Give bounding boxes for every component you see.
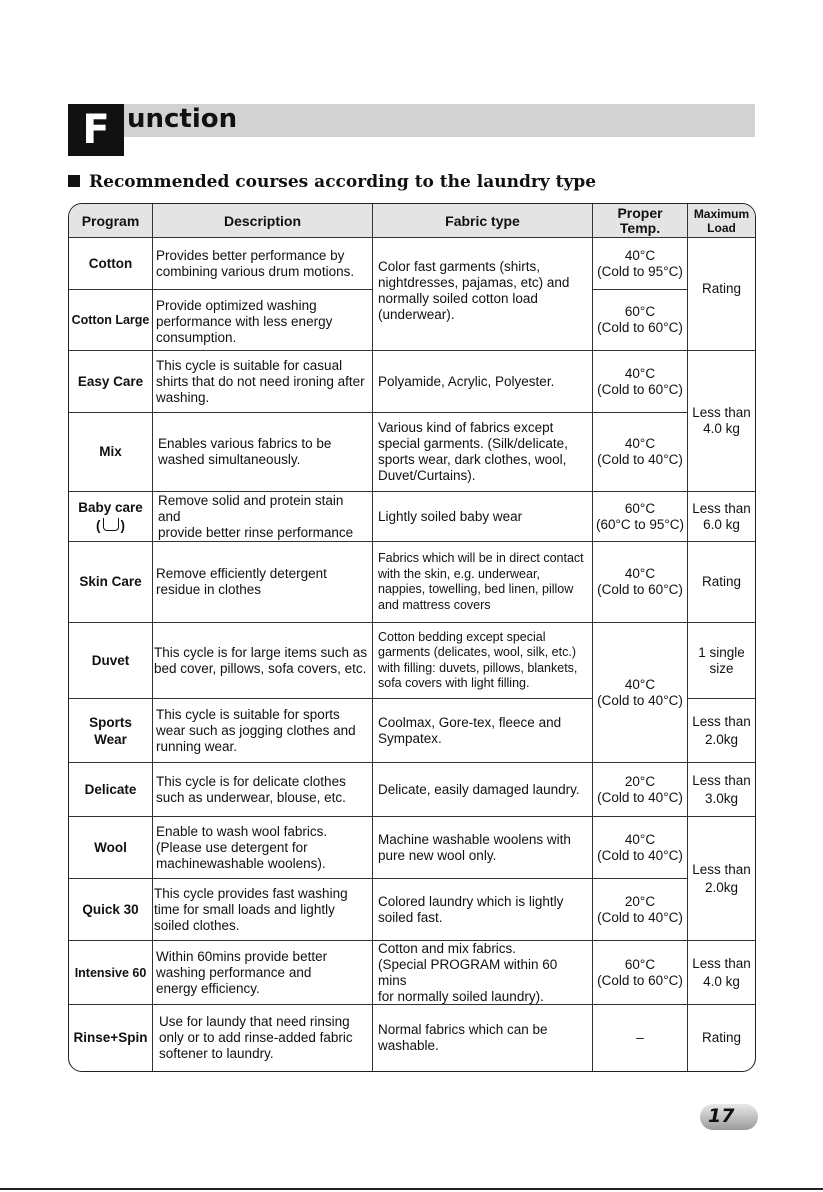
- desc-line: provide better rinse performance: [158, 524, 354, 540]
- desc-line: Provide optimized washing: [156, 298, 317, 313]
- fabric-line: pure new wool only.: [378, 847, 497, 863]
- fabric-line: Various kind of fabrics except: [378, 420, 554, 435]
- temp-line: (Cold to 40°C): [597, 789, 683, 805]
- col-header-description: Description: [223, 213, 301, 229]
- desc-line: Remove solid and protein stain and: [158, 492, 344, 524]
- temp-line: (Cold to 40°C): [597, 692, 683, 708]
- desc-intensive-60: [153, 941, 372, 1004]
- load-line: Less than: [692, 405, 751, 420]
- fabric-line: (underwear).: [378, 307, 455, 322]
- load-line: 2.0kg: [704, 879, 739, 895]
- temp-easy-care: [593, 351, 687, 412]
- fabric-line: Delicate, easily damaged laundry.: [378, 781, 580, 797]
- desc-line: washing performance and: [156, 964, 312, 980]
- fabric-line: Fabrics which will be in direct contact: [378, 551, 584, 565]
- fabric-cotton: [373, 238, 592, 350]
- desc-sports-wear: [153, 699, 372, 762]
- program-easy-care: Easy Care: [77, 373, 144, 389]
- program-wool: Wool: [94, 839, 127, 855]
- load-line: Less than: [692, 861, 751, 877]
- desc-line: shirts that do not need ironing after: [156, 373, 365, 389]
- load-line: 3.0kg: [704, 790, 739, 806]
- temp-line: (Cold to 60°C): [597, 381, 683, 397]
- fabric-rinse-spin: [373, 1005, 592, 1071]
- desc-rinse-spin: [153, 1005, 372, 1071]
- temp-line: (Cold to 60°C): [597, 972, 683, 988]
- load-cotton-group: [688, 238, 755, 350]
- fabric-line: Machine washable woolens with: [378, 831, 571, 847]
- col-header-program: Program: [81, 213, 140, 229]
- temp-skin-care: [593, 542, 687, 622]
- load-line: Rating: [701, 574, 742, 589]
- header-initial: F: [68, 104, 124, 156]
- desc-line: Within 60mins provide better: [156, 948, 328, 964]
- subtitle-text: Recommended courses according to the laundry type: [89, 172, 597, 192]
- temp-duvet-sports: [593, 623, 687, 762]
- paren-open: (: [96, 517, 101, 533]
- bullet-square-icon: [68, 175, 80, 187]
- desc-line: machinewashable woolens).: [156, 855, 326, 871]
- desc-wool: [153, 817, 372, 878]
- col-header-load-line: Load: [707, 221, 736, 235]
- temp-line: 60°C: [624, 500, 656, 516]
- fabric-line: with the skin, e.g. underwear,: [378, 566, 540, 581]
- load-line: Less than: [692, 955, 751, 971]
- desc-duvet: [153, 623, 372, 698]
- desc-line: softener to laundry.: [159, 1046, 274, 1061]
- desc-line: energy efficiency.: [156, 980, 260, 996]
- program-baby-care-symbol: [96, 517, 125, 535]
- program-sports-wear: [69, 699, 152, 762]
- load-line: Less than: [692, 713, 751, 729]
- fabric-delicate: [373, 763, 592, 816]
- temp-rinse-spin: [593, 1005, 687, 1071]
- temp-line: 60°C: [624, 304, 656, 319]
- desc-cotton-large: [153, 290, 372, 350]
- load-rinse-spin: [688, 1005, 755, 1071]
- desc-mix: [153, 413, 372, 491]
- desc-line: This cycle is for large items such as: [154, 644, 368, 660]
- col-header-temp: [593, 204, 687, 238]
- fabric-easy-care: [373, 351, 592, 412]
- fabric-line: normally soiled cotton load: [378, 291, 538, 306]
- program-skin-care: Skin Care: [79, 574, 142, 589]
- program-cotton-large: Cotton Large: [71, 313, 150, 327]
- desc-cotton: [153, 238, 372, 289]
- load-line: 4.0 kg: [703, 421, 740, 436]
- program-baby-care: [69, 492, 152, 541]
- temp-line: (Cold to 60°C): [597, 320, 683, 335]
- fabric-line: Cotton bedding except special: [378, 629, 546, 644]
- temp-delicate: [593, 763, 687, 816]
- temp-line: 60°C: [624, 956, 656, 972]
- desc-line: wear such as jogging clothes and: [156, 722, 356, 738]
- fabric-line: sports wear, dark clothes, wool,: [378, 452, 567, 467]
- desc-easy-care: [153, 351, 372, 412]
- paren-close: ): [120, 517, 125, 533]
- desc-line: Enable to wash wool fabrics.: [156, 823, 328, 839]
- temp-wool: [593, 817, 687, 878]
- program-cotton: Cotton: [88, 255, 133, 271]
- fabric-line: (Special PROGRAM within 60 mins: [378, 956, 558, 988]
- header-title: unction: [127, 104, 238, 134]
- baby-care-icon: [103, 518, 119, 531]
- desc-line: This cycle is for delicate clothes: [156, 773, 346, 789]
- desc-line: consumption.: [156, 330, 237, 345]
- fabric-line: and mattress covers: [378, 597, 491, 612]
- desc-line: Remove efficiently detergent: [156, 566, 327, 581]
- temp-line: 40°C: [624, 247, 656, 263]
- col-header-temp-line: Temp.: [619, 220, 661, 236]
- col-header-temp-line: Proper: [617, 205, 663, 221]
- program-delicate: Delicate: [84, 781, 137, 797]
- load-easy-care-mix: [688, 351, 755, 491]
- program-duvet: Duvet: [91, 652, 130, 668]
- courses-table: [68, 203, 756, 1072]
- temp-line: (Cold to 40°C): [597, 847, 683, 863]
- desc-line: This cycle provides fast washing: [154, 885, 348, 901]
- desc-line: combining various drum motions.: [156, 263, 355, 279]
- temp-line: (Cold to 40°C): [597, 909, 683, 925]
- fabric-line: Lightly soiled baby wear: [378, 508, 523, 524]
- load-wool-quick: [688, 817, 755, 940]
- fabric-duvet: [373, 623, 592, 698]
- desc-line: performance with less energy: [156, 314, 333, 329]
- col-header-fabric: Fabric type: [445, 213, 520, 229]
- fabric-quick-30: [373, 879, 592, 940]
- temp-line: 40°C: [624, 676, 656, 692]
- desc-line: only or to add rinse-added fabric: [159, 1030, 353, 1045]
- fabric-skin-care: [373, 542, 592, 622]
- temp-line: (Cold to 40°C): [597, 452, 683, 467]
- load-line: Rating: [701, 281, 742, 296]
- program-intensive-60: Intensive 60: [74, 965, 147, 980]
- fabric-line: Normal fabrics which can be: [378, 1022, 548, 1037]
- temp-mix: [593, 413, 687, 491]
- program-sports-line: Sports: [89, 714, 132, 730]
- temp-line: (60°C to 95°C): [595, 516, 685, 532]
- temp-line: (Cold to 95°C): [597, 263, 683, 279]
- desc-line: washed simultaneously.: [158, 452, 301, 467]
- page-number-badge: [700, 1104, 758, 1130]
- temp-line: 40°C: [624, 436, 656, 451]
- load-baby-care: [688, 492, 755, 541]
- load-duvet: [688, 623, 755, 698]
- footer-line: [0, 1188, 823, 1190]
- desc-baby-care: [153, 492, 372, 541]
- load-skin-care: [688, 542, 755, 622]
- load-line: 1 single: [698, 644, 745, 660]
- program-rinse-spin: Rinse+Spin: [73, 1030, 148, 1045]
- desc-line: such as underwear, blouse, etc.: [156, 789, 346, 805]
- fabric-line: Duvet/Curtains).: [378, 468, 476, 483]
- load-line: Less than: [692, 500, 751, 516]
- load-sports-wear: [688, 699, 755, 762]
- fabric-intensive-60: [373, 941, 592, 1004]
- temp-line: 20°C: [624, 893, 656, 909]
- temp-quick-30: [593, 879, 687, 940]
- desc-line: This cycle is suitable for casual: [156, 357, 343, 373]
- fabric-line: Colored laundry which is lightly: [378, 893, 564, 909]
- load-line: 6.0 kg: [703, 516, 740, 532]
- section-subtitle: [68, 172, 596, 192]
- fabric-line: Cotton and mix fabrics.: [378, 940, 517, 956]
- fabric-line: soiled fast.: [378, 909, 443, 925]
- desc-line: time for small loads and lightly: [154, 901, 335, 917]
- fabric-line: Sympatex.: [378, 730, 442, 746]
- desc-line: Enables various fabrics to be: [158, 436, 332, 451]
- fabric-mix: [373, 413, 592, 491]
- program-quick-30: Quick 30: [82, 901, 139, 917]
- fabric-line: sofa covers with light filling.: [378, 676, 530, 690]
- load-line: Less than: [692, 772, 751, 788]
- load-delicate: [688, 763, 755, 816]
- fabric-line: Polyamide, Acrylic, Polyester.: [378, 373, 555, 389]
- desc-line: Provides better performance by: [156, 247, 345, 263]
- temp-cotton-large: [593, 290, 687, 350]
- desc-line: This cycle is suitable for sports: [156, 706, 340, 722]
- fabric-line: nappies, towelling, bed linen, pillow: [378, 582, 574, 596]
- program-baby-care-label: Baby care: [78, 499, 143, 515]
- temp-line: 20°C: [624, 773, 656, 789]
- col-header-load-line: Maximum: [693, 207, 750, 221]
- desc-line: running wear.: [156, 738, 238, 754]
- load-line: 4.0 kg: [703, 973, 740, 989]
- col-header-load: [688, 204, 755, 238]
- temp-line: (Cold to 60°C): [597, 582, 683, 597]
- fabric-line: Coolmax, Gore-tex, fleece and: [378, 714, 562, 730]
- desc-line: residue in clothes: [156, 582, 262, 597]
- load-line: 2.0kg: [704, 731, 739, 747]
- desc-line: soiled clothes.: [154, 917, 240, 933]
- fabric-line: for normally soiled laundry).: [378, 988, 544, 1004]
- load-line: size: [709, 660, 734, 676]
- fabric-line: washable.: [378, 1038, 439, 1053]
- desc-line: (Please use detergent for: [156, 839, 308, 855]
- fabric-line: nightdresses, pajamas, etc) and: [378, 275, 570, 290]
- desc-line: washing.: [156, 389, 210, 405]
- temp-cotton: [593, 238, 687, 289]
- temp-line: 40°C: [624, 365, 656, 381]
- page-number: 17: [708, 1105, 735, 1127]
- fabric-wool: [373, 817, 592, 878]
- desc-skin-care: [153, 542, 372, 622]
- desc-line: bed cover, pillows, sofa covers, etc.: [154, 660, 367, 676]
- fabric-line: garments (delicates, wool, silk, etc.): [378, 645, 576, 659]
- program-mix: Mix: [99, 444, 122, 459]
- fabric-baby-care: [373, 492, 592, 541]
- load-line: Rating: [701, 1030, 742, 1045]
- desc-quick-30: [153, 879, 372, 940]
- fabric-sports-wear: [373, 699, 592, 762]
- desc-line: Use for laundy that need rinsing: [159, 1014, 350, 1029]
- temp-baby-care: [593, 492, 687, 541]
- fabric-line: Color fast garments (shirts,: [378, 259, 541, 274]
- desc-delicate: [153, 763, 372, 816]
- load-intensive-60: [688, 941, 755, 1004]
- fabric-line: with filling: duvets, pillows, blankets,: [378, 660, 578, 675]
- temp-line: 40°C: [624, 831, 656, 847]
- temp-line: –: [636, 1030, 644, 1045]
- fabric-line: special garments. (Silk/delicate,: [378, 436, 568, 451]
- temp-intensive-60: [593, 941, 687, 1004]
- program-sports-line: Wear: [94, 731, 127, 747]
- temp-line: 40°C: [624, 566, 656, 581]
